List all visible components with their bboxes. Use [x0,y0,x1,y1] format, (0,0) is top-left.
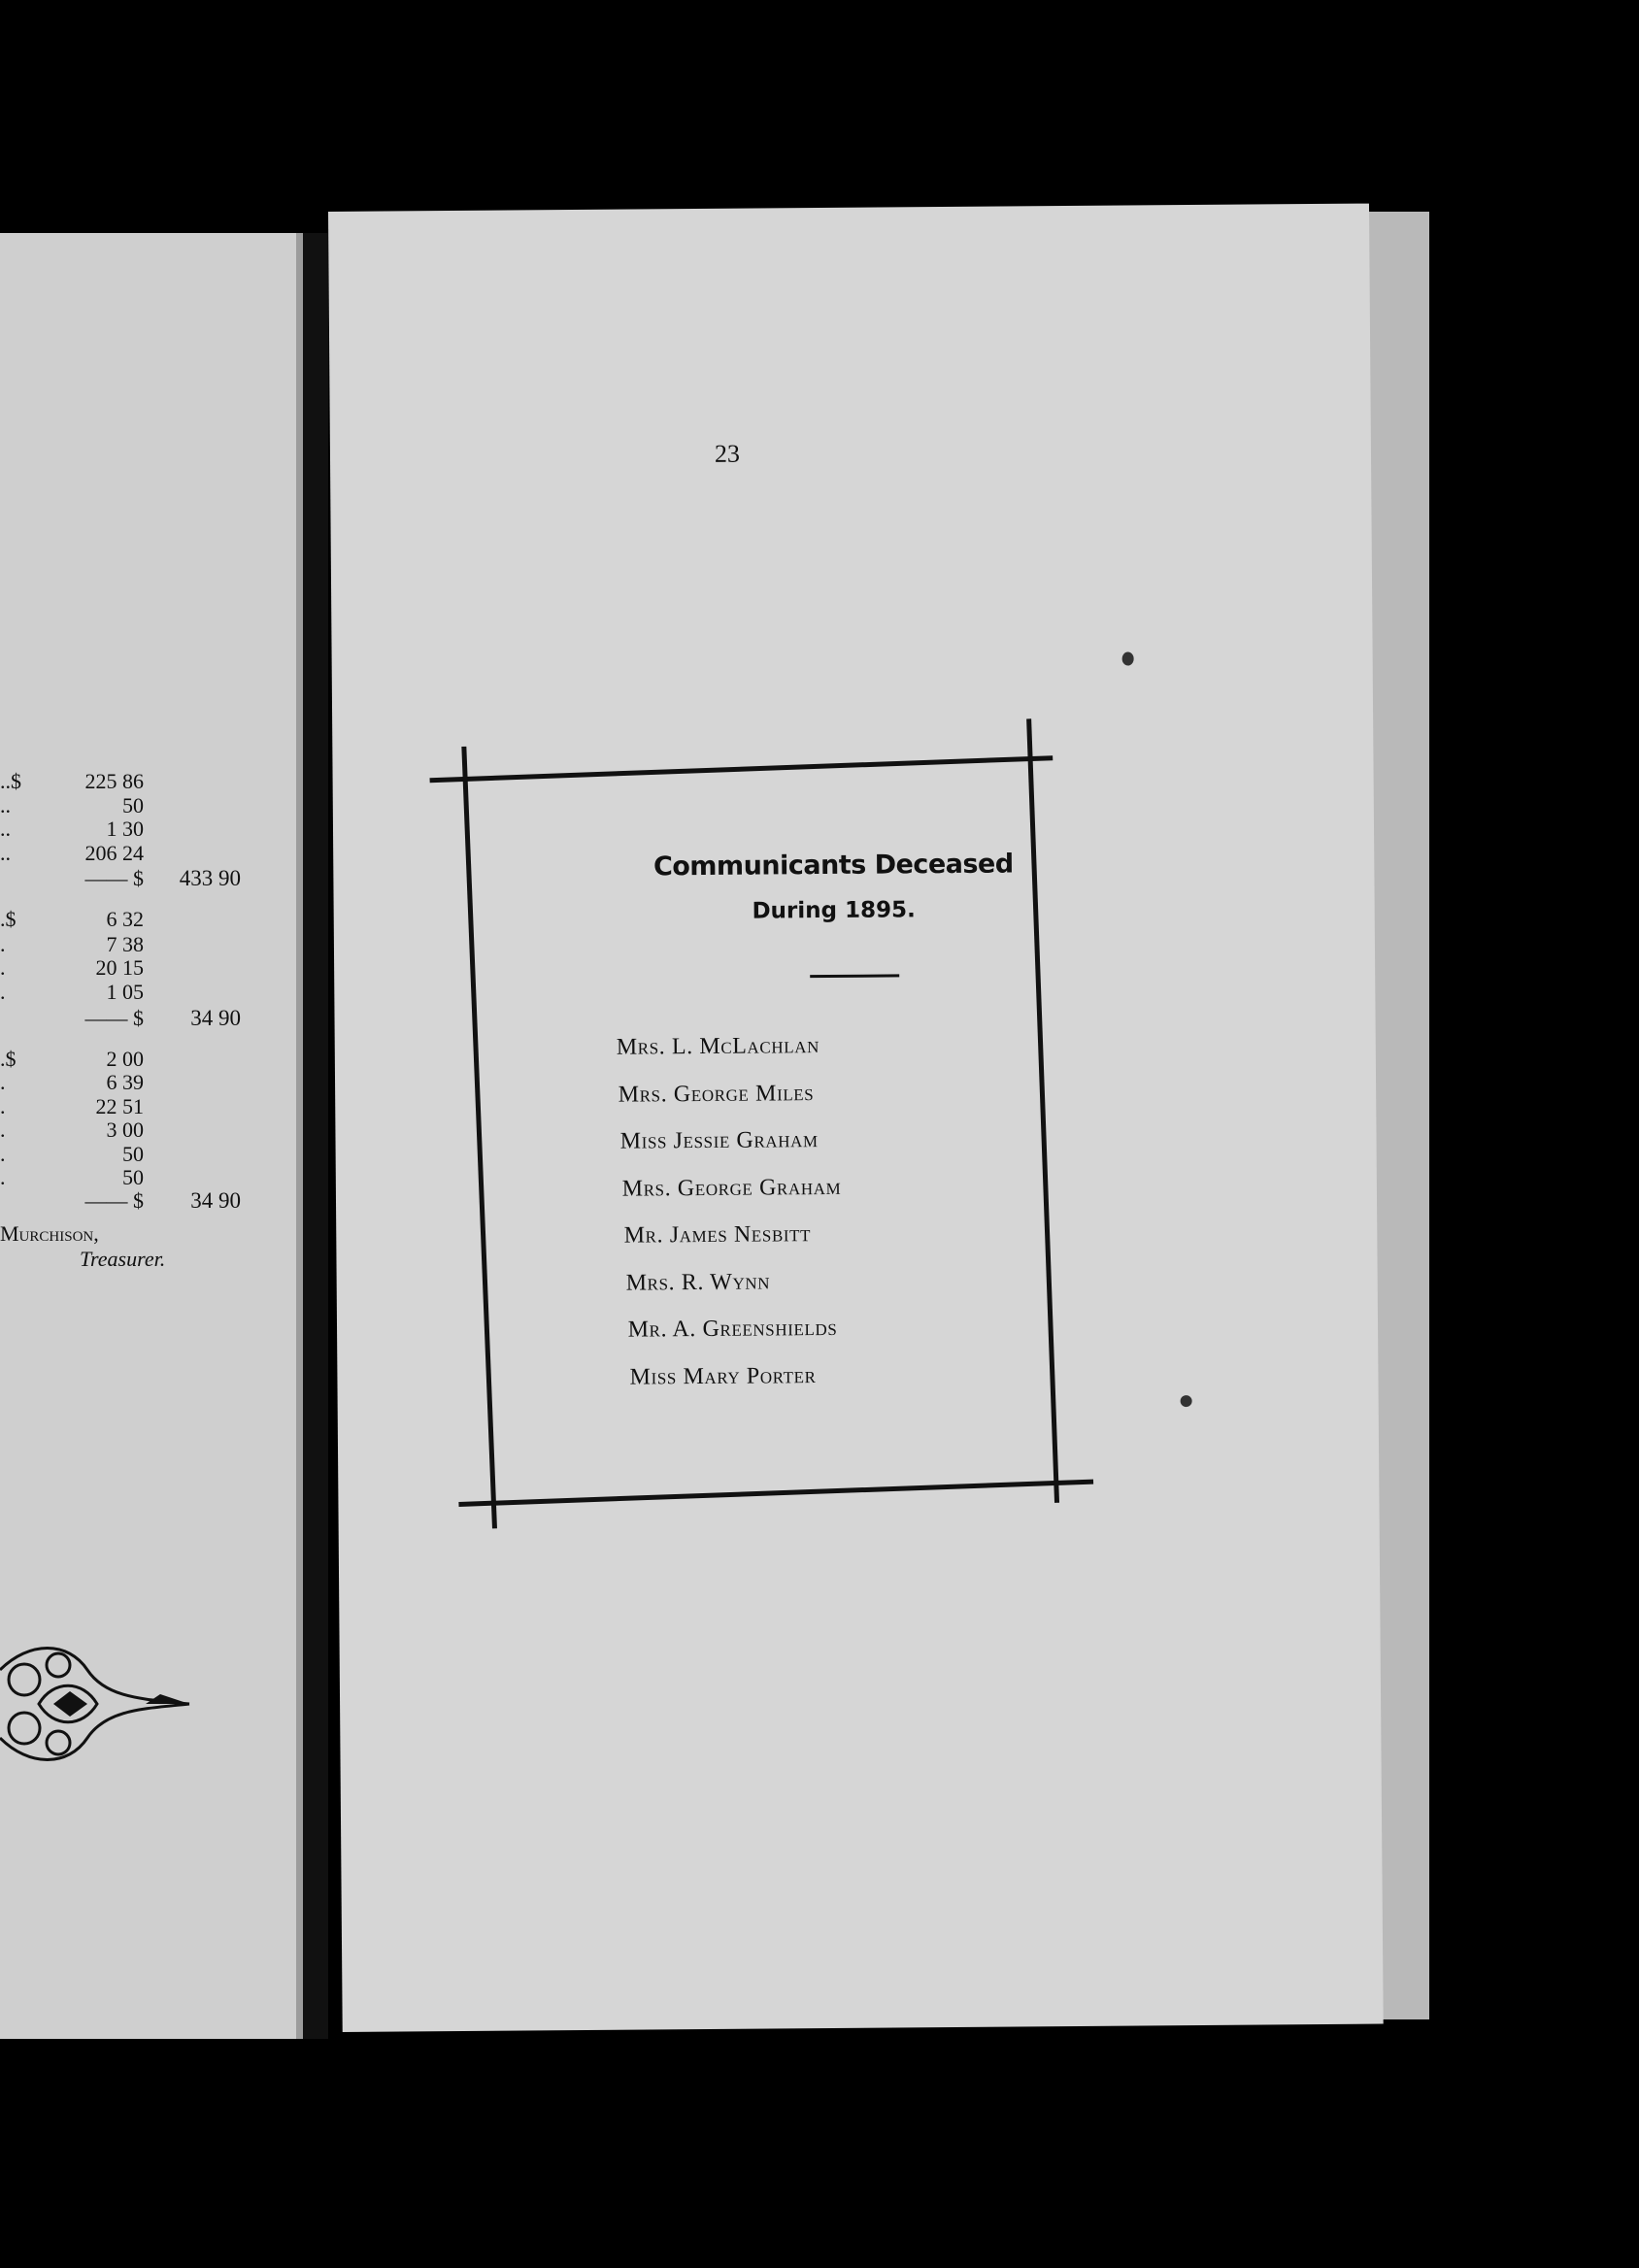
title-rule [810,974,899,978]
ledger-amount: 206 24 [84,841,144,865]
ledger-total: 34 90 [190,1006,241,1030]
ledger-prefix: . [0,1165,6,1189]
ledger-row [0,769,241,794]
ledger-prefix: .. [0,817,11,841]
ornament-icon [0,1612,194,1786]
section-subtitle: During 1895. [752,897,916,924]
ledger-row [0,1142,241,1167]
ledger-row [0,980,241,1005]
book-gutter [303,233,328,2039]
ledger-prefix: . [0,955,6,980]
signature-role: Treasurer. [80,1247,166,1271]
paper-speck [1122,651,1134,665]
frame-right-line [1026,718,1059,1503]
right-page [328,204,1384,2032]
ledger-prefix: . [0,932,6,956]
ledger-row [0,1047,241,1072]
ledger-amount: 1 05 [106,980,144,1004]
ledger-amount: 50 [122,1165,144,1189]
ledger-amount: —— $ [84,1188,144,1213]
ledger-prefix: .. [0,841,11,865]
ledger-prefix: ..$ [0,769,21,793]
ledger-amount: —— $ [84,866,144,890]
ledger-prefix: .. [0,793,11,817]
ledger-prefix: . [0,1117,6,1142]
ledger-prefix: . [0,1094,6,1118]
ledger-row [0,907,241,932]
ledger-row [0,1188,241,1214]
ledger-amount: 2 00 [106,1047,144,1071]
ledger-amount: 50 [122,793,144,817]
frame-bottom-line [458,1480,1093,1507]
deceased-name: Mrs. R. Wynn [625,1268,771,1296]
deceased-name: Mrs. L. McLachlan [616,1033,820,1060]
page-number: 23 [714,439,741,468]
ledger-amount: —— $ [84,1006,144,1030]
ledger-row [0,932,241,957]
left-page [0,233,303,2039]
ledger-row [0,793,241,818]
frame-top-line [430,755,1054,783]
deceased-name: Mrs. George Miles [618,1080,815,1108]
ledger-row [0,955,241,981]
ledger-prefix: . [0,1070,6,1094]
ledger-row [0,1165,241,1190]
ledger-amount: 6 32 [106,907,144,931]
deceased-name: Mrs. George Graham [621,1174,842,1202]
deceased-name: Miss Mary Porter [629,1362,817,1390]
ledger-prefix: .$ [0,907,17,931]
ledger-amount: 22 51 [95,1094,144,1118]
deceased-name: Mr. James Nesbitt [623,1221,812,1249]
ledger-amount: 225 86 [84,769,144,793]
ledger-row [0,866,241,891]
ledger-amount: 1 30 [106,817,144,841]
ledger-row [0,1070,241,1095]
paper-speck [1181,1395,1192,1407]
ledger-amount: 3 00 [106,1117,144,1142]
ledger-row [0,817,241,842]
ledger-row [0,1117,241,1143]
ledger-amount: 6 39 [106,1070,144,1094]
deceased-name: Mr. A. Greenshields [627,1315,838,1343]
deceased-name: Miss Jessie Graham [619,1127,819,1154]
ledger-row [0,1094,241,1119]
ledger-prefix: .$ [0,1047,17,1071]
frame-left-line [461,747,497,1529]
ledger-amount: 50 [122,1142,144,1166]
section-title: Communicants Deceased [652,849,1014,883]
ledger-row [0,1006,241,1031]
signature-name: Murchison, [0,1221,99,1246]
ledger-prefix: . [0,980,6,1004]
ledger-row [0,841,241,866]
ledger-amount: 7 38 [106,932,144,956]
ledger-amount: 20 15 [95,955,144,980]
ledger-total: 34 90 [190,1188,241,1213]
ledger-total: 433 90 [179,866,241,890]
ledger-prefix: . [0,1142,6,1166]
